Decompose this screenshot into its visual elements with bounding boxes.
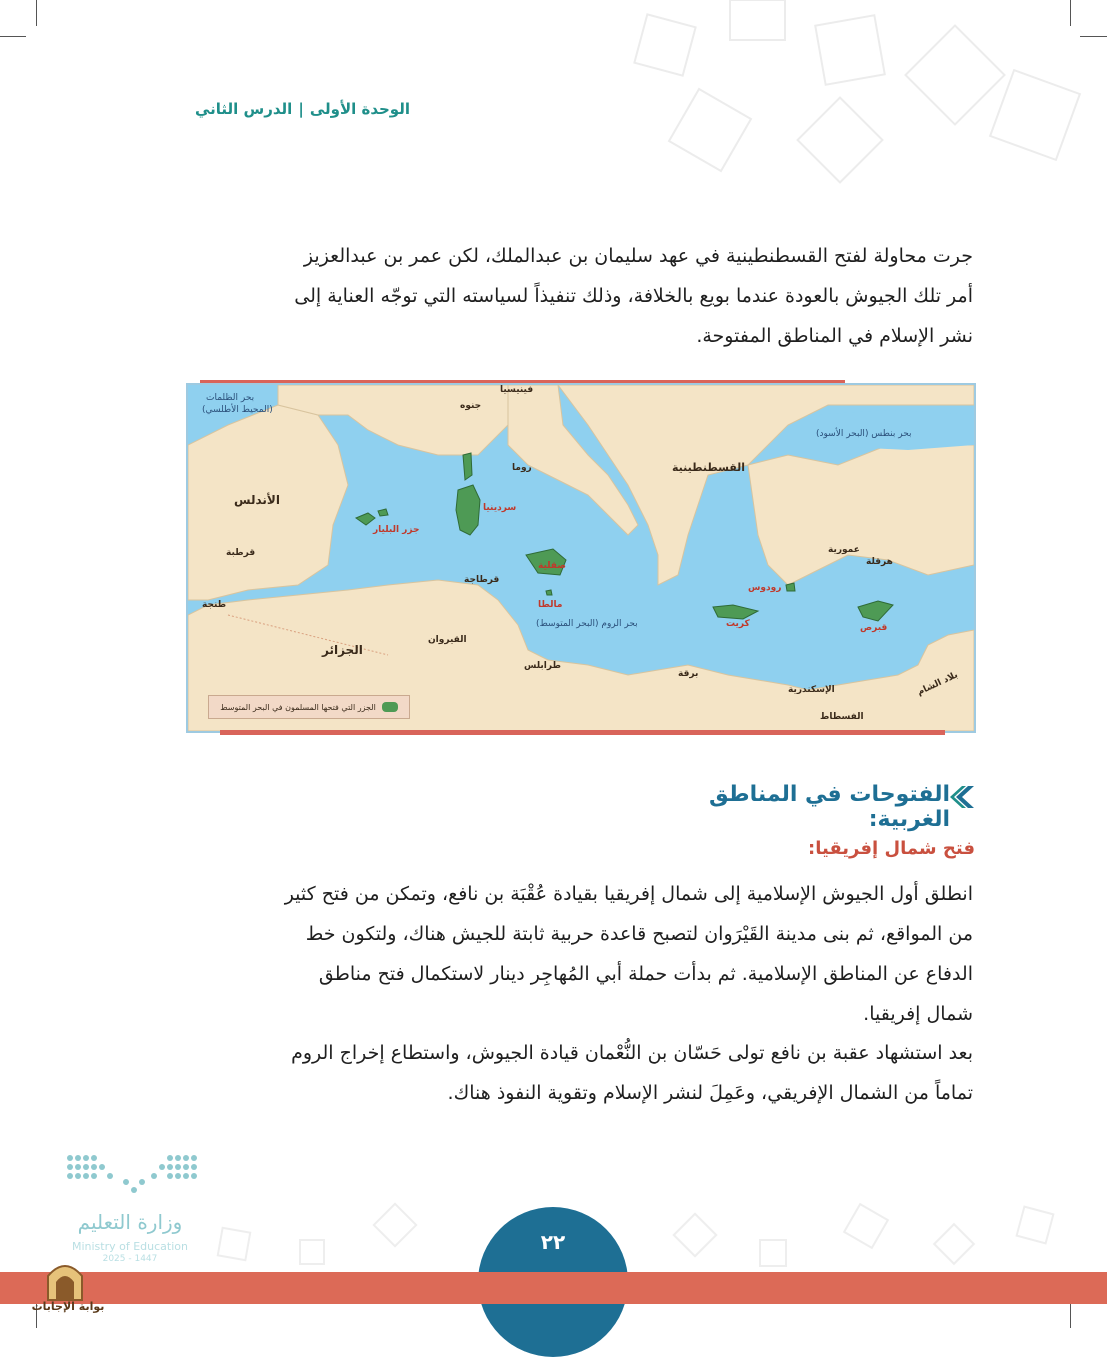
unit-label: الوحدة الأولى — [309, 100, 410, 118]
map-label: بحر الروم (البحر المتوسط) — [536, 619, 638, 629]
text-line: من المواقع، ثم بنى مدينة القَيْرَوان لتصبح قاعدة حربية ثابتة للجيش هناك، ولتكون خط — [305, 923, 973, 945]
map-label: صقلية — [538, 561, 566, 571]
map-label: القيروان — [428, 635, 467, 645]
decorative-pattern — [620, 0, 1107, 200]
map-label: طرابلس — [524, 661, 561, 671]
map-label: الإسكندرية — [788, 685, 835, 695]
map-label: هرقلة — [866, 557, 893, 567]
map-label: مالطا — [538, 600, 563, 610]
map-label: الفسطاط — [820, 712, 864, 722]
map-label: بحر الظلمات — [206, 393, 255, 403]
footer-band — [0, 1272, 1107, 1304]
watermark-mosque-icon — [44, 1258, 86, 1302]
map-legend — [208, 695, 410, 719]
cyprus-island — [858, 601, 893, 621]
map-label: بلاد الشام — [915, 670, 960, 698]
section-title: الفتوحات في المناطق الغربية: — [709, 782, 950, 832]
text-line: نشر الإسلام في المناطق المفتوحة. — [696, 325, 973, 347]
crop-mark — [0, 36, 26, 37]
page-header — [150, 100, 410, 118]
text-line: تماماً من الشمال الإفريقي، وعَمِلَ لنشر الإسلام وتقوية النفوذ هناك. — [447, 1082, 973, 1104]
header-separator: | — [298, 100, 304, 118]
rhodes-island — [786, 583, 795, 591]
text-line: جرت محاولة لفتح القسطنطينية في عهد سليمان بن عبدالملك، لكن عمر بن عبدالعزيز — [303, 245, 973, 267]
map-label: سردينيا — [483, 503, 517, 513]
corsica-island — [463, 453, 472, 480]
text-line: شمال إفريقيا. — [863, 1003, 973, 1025]
crop-mark — [1070, 1300, 1071, 1328]
map-label: روما — [512, 463, 532, 473]
map-label: بحر بنطس (البحر الأسود) — [816, 429, 912, 439]
map-bottom-border — [220, 730, 945, 735]
legend-swatch — [382, 702, 398, 712]
map-label: (المحيط الأطلسي) — [202, 405, 273, 415]
body-paragraph-2 — [185, 1033, 973, 1113]
text-line: الدفاع عن المناطق الإسلامية. ثم بدأت حملة أبي المُهاجِر دينار لاستكمال فتح مناطق — [318, 963, 973, 985]
page-number: ٢٢ — [540, 1230, 566, 1254]
map-label: رودوس — [748, 583, 782, 593]
lesson-label: الدرس الثاني — [194, 100, 293, 118]
crete-island — [713, 605, 758, 619]
crop-mark — [36, 0, 37, 26]
map-label: جزر البليار — [373, 525, 420, 535]
section-subtitle: فتح شمال إفريقيا: — [808, 838, 975, 859]
map-label: الأندلس — [234, 493, 280, 507]
map-label: قرطبة — [226, 548, 256, 558]
body-paragraph-1 — [185, 874, 973, 1034]
map-label: برقة — [678, 669, 699, 679]
map-label: الجزائر — [322, 643, 363, 657]
ministry-name-en: Ministry of Education — [71, 1240, 188, 1253]
balearic-island — [356, 513, 375, 525]
text-line: أمر تلك الجيوش بالعودة عندما بويع بالخلافة، وذلك تنفيذاً لسياسته التي توجّه العناية إلى — [294, 285, 973, 307]
decorative-pattern — [200, 1190, 1100, 1272]
map-label: عمورية — [828, 545, 860, 555]
map-label: جنوه — [460, 401, 482, 411]
text-line: بعد استشهاد عقبة بن نافع تولى حَسّان بن النُّعْمان قيادة الجيوش، واستطاع إخراج الروم — [291, 1042, 973, 1064]
chevron-left-icon — [950, 784, 976, 810]
balearic-island — [378, 509, 388, 516]
ministry-name-ar: وزارة التعليم — [77, 1210, 183, 1234]
text-line: انطلق أول الجيوش الإسلامية إلى شمال إفريقيا بقيادة عُقْبَة بن نافع، وتمكن من فتح كثير — [284, 883, 973, 905]
legend-text: الجزر التي فتحها المسلمون في البحر المتوسط — [220, 702, 376, 712]
map-label: قرطاجة — [464, 575, 500, 585]
ministry-logo-icon — [64, 1152, 200, 1196]
watermark-text: بوابة الإجابات — [31, 1300, 105, 1313]
map-label: طنجة — [202, 600, 227, 610]
map-label: فينيسيا — [500, 385, 534, 395]
sardinia-island — [456, 485, 480, 535]
historical-map — [186, 383, 976, 733]
map-label: القسطنطينية — [672, 461, 746, 474]
malta-island — [546, 590, 552, 595]
ministry-year: 2025 - 1447 — [102, 1254, 158, 1264]
map-label: كريت — [726, 619, 750, 629]
intro-paragraph — [185, 236, 973, 356]
map-label: قبرص — [860, 623, 888, 633]
